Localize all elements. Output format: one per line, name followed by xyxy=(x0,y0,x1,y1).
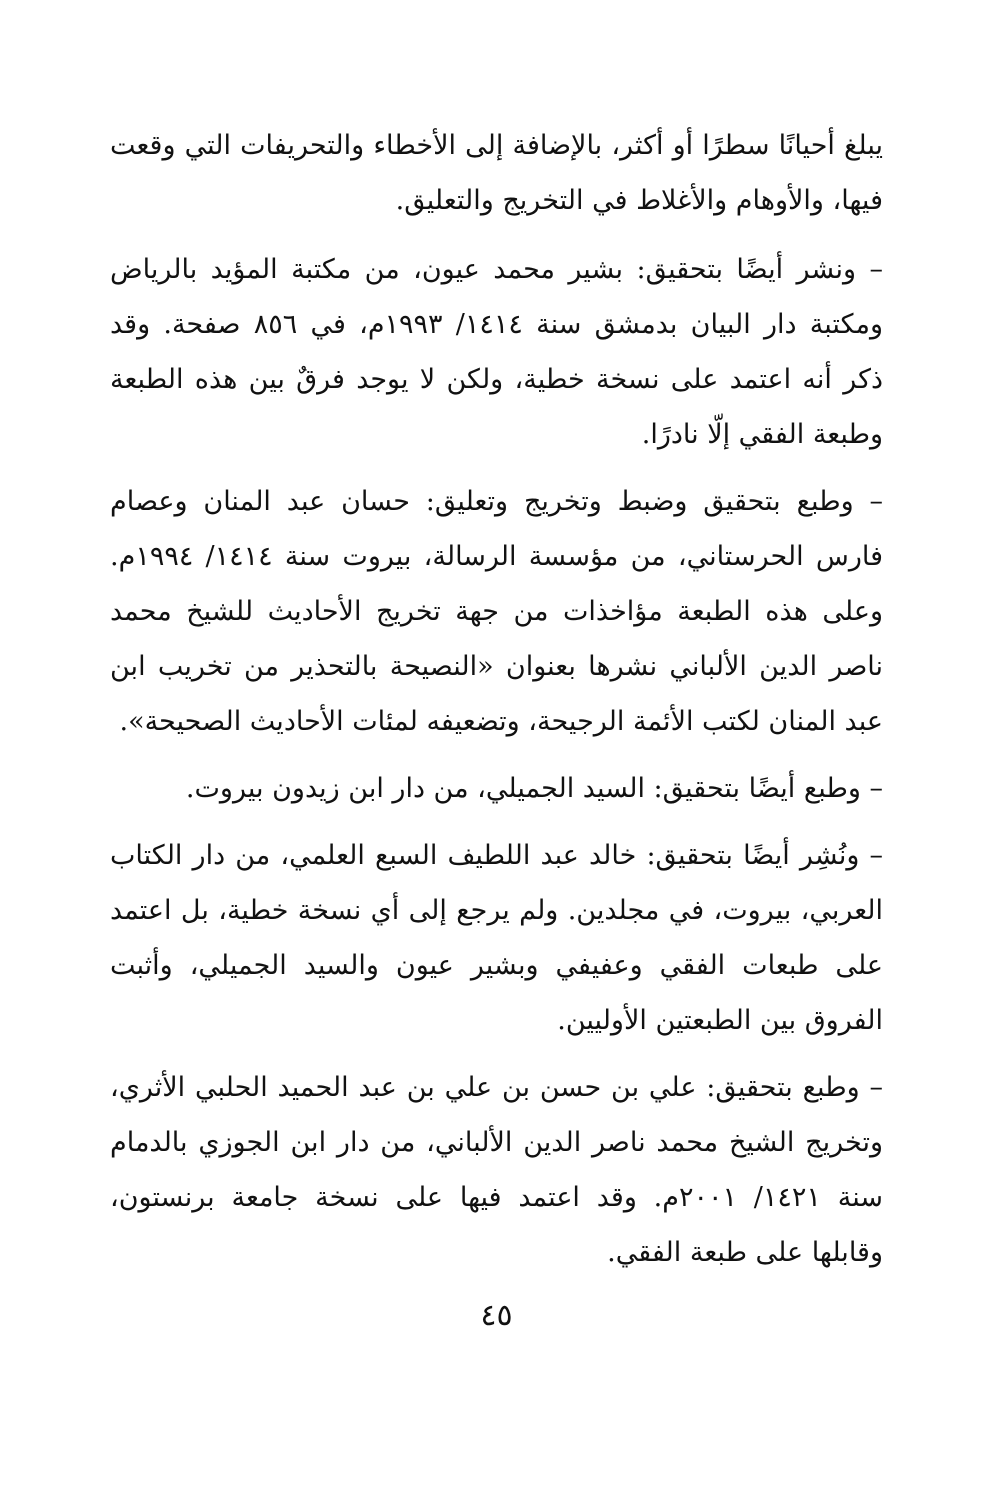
paragraph-halabi-edition: – وطبع بتحقيق: علي بن حسن بن علي بن عبد الحميد الحلبي الأثري، وتخريج الشيخ محمد ناصر الدين الألباني، من دار ابن الجوزي بالدمام سنة ١٤٢١/ ٢٠٠١م. وقد اعتمد فيها على نسخة جامعة برنستون، وقابلها على طبعة الفقي. xyxy=(110,1072,883,1268)
paragraph-hassan-abdulmannan-edition: – وطبع بتحقيق وضبط وتخريج وتعليق: حسان عبد المنان وعصام فارس الحرستاني، من مؤسسة الرسالة، بيروت سنة ١٤١٤/ ١٩٩٤م. وعلى هذه الطبعة مؤاخذات من جهة تخريج الأحاديث للشيخ محمد ناصر الدين الألباني نشرها بعنوان «النصيحة بالتحذير من تخريب ابن عبد المنان لكتب الأئمة الرجيحة، وتضعيفه لمئات الأحاديث الصحيحة». xyxy=(110,486,883,737)
page-number: ٤٥ xyxy=(480,1298,513,1333)
paragraph-bashir-uyun-edition: – ونشر أيضًا بتحقيق: بشير محمد عيون، من مكتبة المؤيد بالرياض ومكتبة دار البيان بدمشق سنة ١٤١٤/ ١٩٩٣م، في ٨٥٦ صفحة. وقد ذكر أنه اعتمد على نسخة خطية، ولكن لا يوجد فرقٌ بين هذه الطبعة وطبعة الفقي إلّا نادرًا. xyxy=(110,254,883,450)
paragraph-continuation: يبلغ أحيانًا سطرًا أو أكثر، بالإضافة إلى الأخطاء والتحريفات التي وقعت فيها، والأوهام والأغلاط في التخريج والتعليق. xyxy=(110,130,883,216)
body-text xyxy=(110,118,883,1292)
paragraph-jumayli-edition: – وطبع أيضًا بتحقيق: السيد الجميلي، من دار ابن زيدون بيروت. xyxy=(185,773,883,804)
paragraph-khalid-alsabaa-edition: – ونُشِر أيضًا بتحقيق: خالد عبد اللطيف السبع العلمي، من دار الكتاب العربي، بيروت، في مجلدين. ولم يرجع إلى أي نسخة خطية، بل اعتمد على طبعات الفقي وعفيفي وبشير عيون والسيد الجميلي، وأثبت الفروق بين الطبعتين الأوليين. xyxy=(110,840,883,1036)
